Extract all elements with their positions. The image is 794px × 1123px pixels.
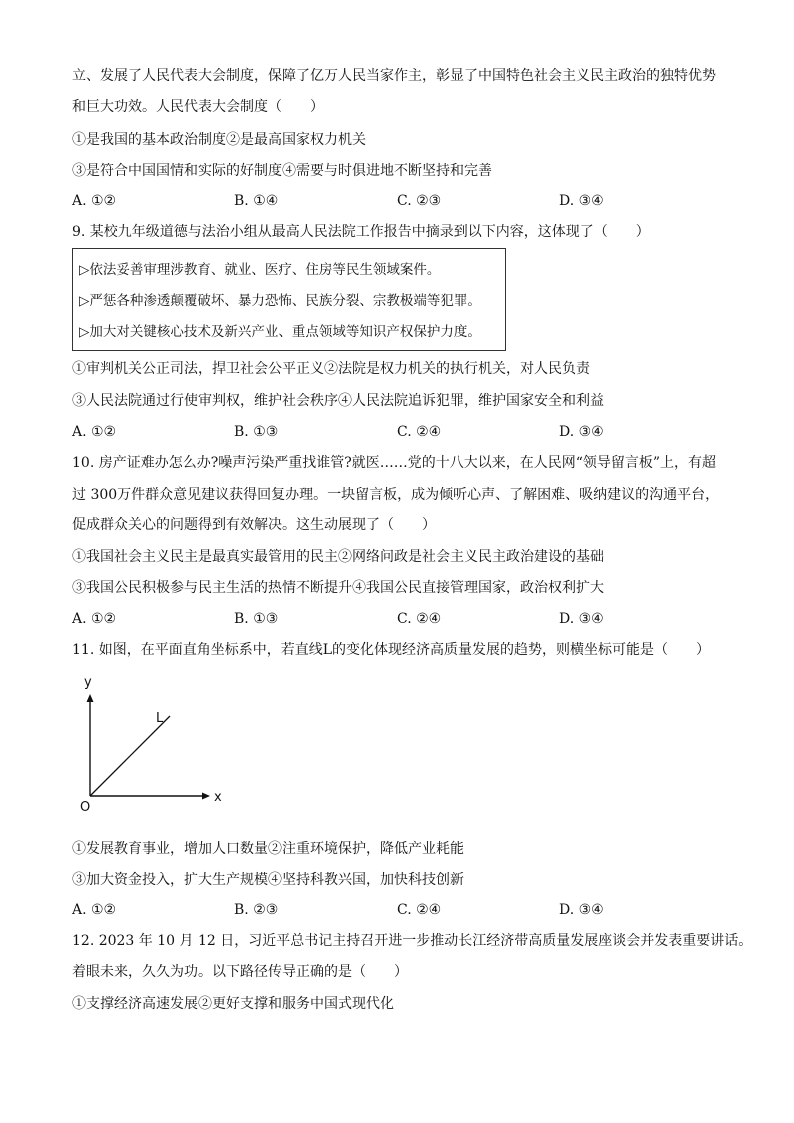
q12-statements-1: ①支撑经济高速发展②更好支撑和服务中国式现代化	[72, 996, 394, 1012]
q10-option-d[interactable]: D. ③④	[559, 611, 604, 627]
q9-excerpt-box	[72, 248, 506, 351]
series-line-l	[90, 716, 170, 796]
q8-option-c[interactable]: C. ②③	[397, 193, 442, 209]
q11-option-a[interactable]: A. ①②	[72, 902, 117, 918]
q10-stem-line-3: 促成群众关心的问题得到有效解决。这生动展现了（ ）	[72, 517, 436, 533]
q8-statements-1: ①是我国的基本政治制度②是最高国家权力机关	[72, 132, 366, 148]
x-axis-label: x	[214, 790, 222, 805]
q11-option-d[interactable]: D. ③④	[559, 902, 604, 918]
q8-statements-2: ③是符合中国国情和实际的好制度④需要与时俱进地不断坚持和完善	[72, 163, 492, 179]
q10-stem-line-2: 过 300万件群众意见建议获得回复办理。一块留言板，成为倾听心声、了解困难、吸纳建议的沟通平台，	[72, 487, 720, 503]
q11-stem: 11. 如图，在平面直角坐标系中，若直线L的变化体现经济高质量发展的趋势，则横坐标可能是（ ）	[72, 642, 711, 658]
q12-stem-line-1: 12. 2023 年 10 月 12 日，习近平总书记主持召开进一步推动长江经济带高质量发展座谈会并发表重要讲话。	[72, 933, 753, 949]
q9-statements-2: ③人民法院通过行使审判权，维护社会秩序④人民法院追诉犯罪，维护国家安全和利益	[72, 393, 604, 409]
q11-option-c[interactable]: C. ②④	[397, 902, 442, 918]
coordinate-chart	[74, 675, 222, 815]
q10-option-b[interactable]: B. ①③	[234, 611, 279, 627]
q8-option-b[interactable]: B. ①④	[234, 193, 279, 209]
q9-stem: 9. 某校九年级道德与法治小组从最高人民法院工作报告中摘录到以下内容，这体现了（ ）	[72, 224, 650, 240]
q9-option-b[interactable]: B. ①③	[234, 424, 279, 440]
q10-option-a[interactable]: A. ①②	[72, 611, 117, 627]
q9-option-c[interactable]: C. ②④	[397, 424, 442, 440]
q9-statements-1: ①审判机关公正司法，捍卫社会公平正义②法院是权力机关的执行机关，对人民负责	[72, 361, 590, 377]
q10-statements-2: ③我国公民积极参与民主生活的热情不断提升④我国公民直接管理国家，政治权利扩大	[72, 580, 604, 596]
q8-option-d[interactable]: D. ③④	[559, 193, 604, 209]
q11-statements-1: ①发展教育事业，增加人口数量②注重环境保护，降低产业耗能	[72, 841, 464, 857]
y-axis-arrow	[87, 694, 94, 702]
q9-excerpt-item: ▷严惩各种渗透颠覆破坏、暴力恐怖、民族分裂、宗教极端等犯罪。	[79, 293, 481, 309]
q8-option-a[interactable]: A. ①②	[72, 193, 117, 209]
q11-statements-2: ③加大资金投入，扩大生产规模④坚持科教兴国，加快科技创新	[72, 872, 464, 888]
line-label: L	[156, 711, 164, 726]
q8-stem-line-1: 立、发展了人民代表大会制度，保障了亿万人民当家作主，彰显了中国特色社会主义民主政治的独特优势	[72, 68, 716, 84]
q12-stem-line-2: 着眼未来，久久为功。以下路径传导正确的是（ ）	[72, 964, 408, 980]
y-axis-label: y	[84, 675, 92, 690]
q9-option-a[interactable]: A. ①②	[72, 424, 117, 440]
q9-option-d[interactable]: D. ③④	[559, 424, 604, 440]
q8-stem-line-2: 和巨大功效。人民代表大会制度（ ）	[72, 99, 324, 115]
q9-excerpt-item: ▷依法妥善审理涉教育、就业、医疗、住房等民生领域案件。	[79, 262, 441, 278]
q11-option-b[interactable]: B. ②③	[234, 902, 279, 918]
q10-statements-1: ①我国社会主义民主是最真实最管用的民主②网络问政是社会主义民主政治建设的基础	[72, 549, 604, 565]
origin-label: O	[80, 800, 91, 815]
q10-stem-line-1: 10. 房产证难办怎么办?噪声污染严重找谁管?就医……党的十八大以来，在人民网“领导留言板”上，有超	[72, 455, 717, 471]
x-axis-arrow	[202, 793, 210, 800]
q9-excerpt-item: ▷加大对关键核心技术及新兴产业、重点领域等知识产权保护力度。	[79, 324, 481, 340]
q10-option-c[interactable]: C. ②④	[397, 611, 442, 627]
